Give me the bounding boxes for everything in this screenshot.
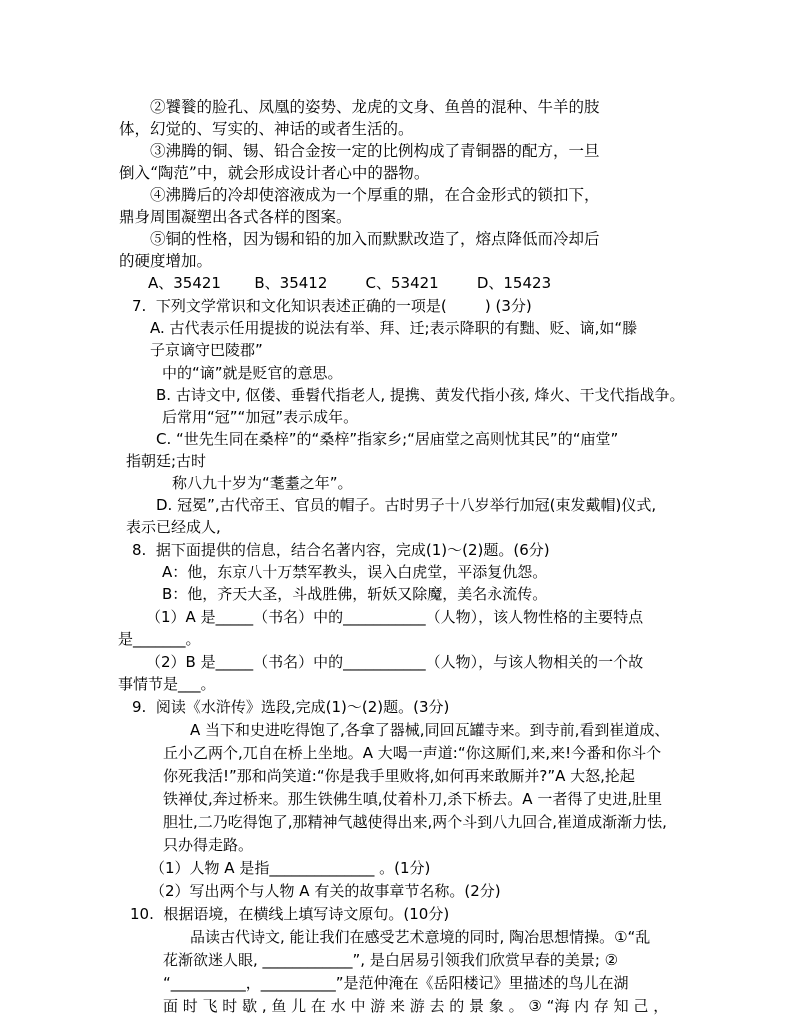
q7-option-a-line3: 中的“谪”就是贬官的意思。 [162, 364, 343, 382]
q7-option-c-line1: C. “世先生同在桑梓”的“桑梓”指家乡;“居庙堂之高则忧其民”的“庙堂” [156, 430, 619, 448]
q8-sub1-line1: （1）A 是_____（书名）中的___________（人物），该人物性格的主要特点 [146, 608, 644, 626]
q6-item5-line2: 的硬度增加。 [119, 252, 213, 270]
q10-passage-line1: 品读古代诗文, 能让我们在感受艺术意境的同时, 陶冶思想情操。①“乱 [190, 928, 651, 946]
q6-item2-line2: 体，幻觉的、写实的、神话的或者生活的。 [119, 120, 414, 138]
q9-sub1: （1）人物 A 是指______________ 。(1分) [150, 859, 431, 877]
q7-option-c-line3: 称八九十岁为“耄耋之年”。 [172, 474, 353, 492]
q6-item3-line2: 倒入“陶范”中，就会形成设计者心中的器物。 [119, 164, 430, 182]
q6-item3-line1: ③沸腾的铜、锡、铅合金按一定的比例构成了青铜器的配方，一旦 [150, 142, 600, 160]
q6-options: A、35421 B、35412 C、53421 D、15423 [148, 274, 552, 292]
q9-sub2: （2）写出两个与人物 A 有关的故事章节名称。(2分) [150, 882, 501, 900]
q7-stem: 7. 下列文学常识和文化知识表述正确的一项是( ) (3分) [132, 297, 532, 315]
q6-item4-line1: ④沸腾后的冷却使溶液成为一个厚重的鼎，在合金形式的锁扣下， [150, 186, 600, 204]
q10-passage-line3: “__________，__________”是范仲淹在《岳阳楼记》里描述的鸟儿在湖 [163, 974, 629, 992]
q6-item2-line1: ②饕餮的脸孔、凤凰的姿势、龙虎的文身、鱼兽的混种、牛羊的肢 [150, 98, 600, 116]
q8-sub1-line2: 是_______。 [118, 630, 201, 648]
q9-passage-line6: 只办得走路。 [163, 836, 254, 854]
q8-stem: 8. 据下面提供的信息，结合名著内容，完成(1)～(2)题。(6分) [132, 541, 550, 559]
q9-passage-line3: 你死我活!”那和尚笑道:“你是我手里败将,如何再来敢厮并?”A 大怒,抡起 [163, 767, 635, 785]
q9-stem: 9. 阅读《水浒传》选段,完成(1)～(2)题。(3分) [132, 698, 450, 716]
q8-clue-b: B：他，齐天大圣，斗战胜佛，斩妖又除魔，美名永流传。 [162, 585, 548, 603]
q10-stem: 10. 根据语境，在横线上填写诗文原句。(10分) [130, 905, 450, 923]
q10-passage-line4: 面 时 飞 时 歇 , 鱼 儿 在 水 中 游 来 游 去 的 景 象 。 ③ “海 内 存 知 己 ， [163, 997, 669, 1015]
q6-item5-line1: ⑤铜的性格，因为锡和铅的加入而默默改造了，熔点降低而冷却后 [150, 230, 600, 248]
q9-passage-line1: A 当下和史进吃得饱了,各拿了器械,同回瓦罐寺来。到寺前,看到崔道成、 [190, 721, 670, 739]
q7-option-d-line2: 表示已经成人, [126, 518, 221, 536]
q8-clue-a: A：他，东京八十万禁军教头，误入白虎堂，平添复仇怨。 [162, 563, 548, 581]
q7-option-b-line1: B. 古诗文中, 伛偻、垂髫代指老人, 提携、黄发代指小孩, 烽火、干戈代指战争。 [156, 386, 685, 404]
q8-sub2-line1: （2）B 是_____（书名）中的___________（人物），与该人物相关的一个故 [146, 653, 644, 671]
q7-option-a-line1: A. 古代表示任用提拔的说法有举、拜、迁;表示降职的有黜、贬、谪,如“滕 [150, 319, 638, 337]
q10-passage-line2: 花渐欲迷人眼, ____________”, 是白居易引领我们欣赏早春的美景; ② [163, 951, 619, 969]
q9-passage-line5: 胆壮,二乃吃得饱了,那精神气越使得出来,两个斗到八九回合,崔道成渐渐力怯, [163, 813, 667, 831]
q7-option-d-line1: D. 冠冕”,古代帝王、官员的帽子。古时男子十八岁举行加冠(束发戴帽)仪式, [156, 496, 657, 514]
q8-sub2-line2: 事情节是___。 [118, 675, 216, 693]
q7-option-c-line2: 指朝廷;古时 [126, 452, 207, 470]
q9-passage-line2: 丘小乙两个,兀自在桥上坐地。A 大喝一声道:“你这厮们,来,来!今番和你斗个 [163, 744, 662, 762]
q7-option-b-line2: 后常用“冠”“加冠”表示成年。 [162, 408, 359, 426]
q9-passage-line4: 铁禅仗,奔过桥来。那生铁佛生嗔,仗着朴刀,杀下桥去。A 一者得了史进,肚里 [163, 790, 663, 808]
q6-item4-line2: 鼎身周围凝塑出各式各样的图案。 [119, 208, 352, 226]
q7-option-a-line2: 子京谪守巴陵郡” [150, 341, 263, 359]
